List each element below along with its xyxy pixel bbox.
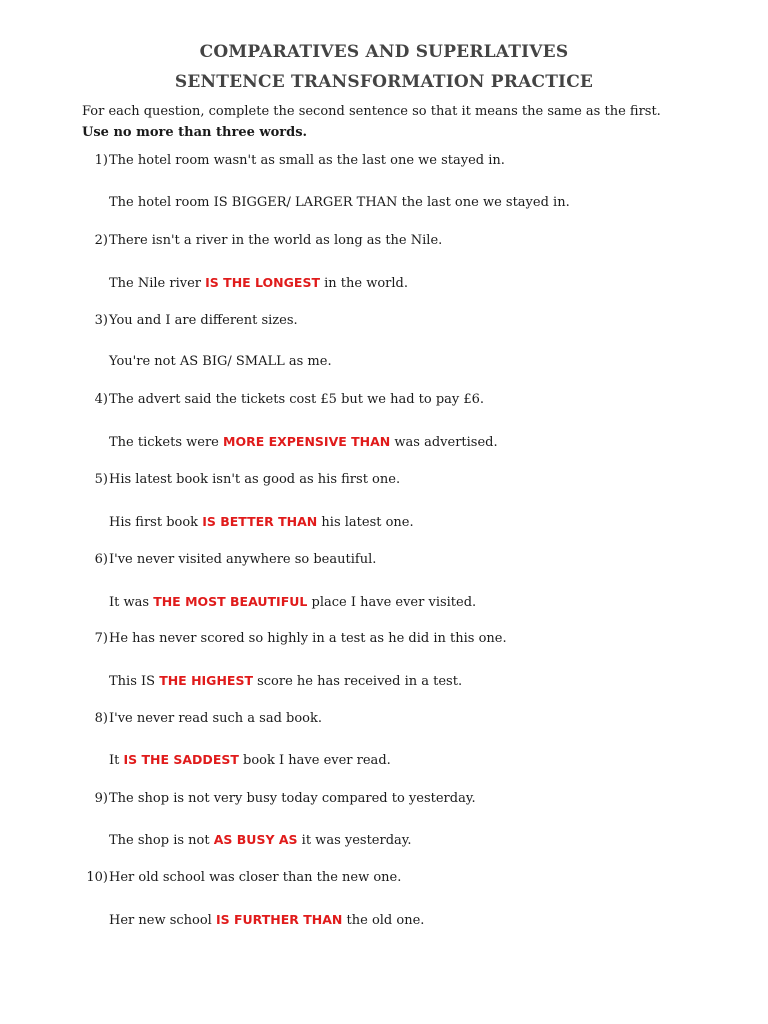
answer-before: The Nile river (109, 276, 202, 291)
answer-9 (109, 832, 412, 848)
answer-text: IS THE LONGEST (205, 275, 320, 290)
answer-before: You're not (109, 354, 176, 369)
answer-text: MORE EXPENSIVE THAN (223, 434, 391, 449)
question-prompt: Her old school was closer than the new one. (109, 870, 402, 885)
answer-after: place I have ever visited. (311, 595, 477, 610)
question-number: 2) (94, 233, 108, 248)
answer-8 (109, 752, 391, 768)
question-number: 3) (94, 313, 108, 328)
question-number: 5) (94, 472, 108, 487)
answer-after: as me. (288, 354, 332, 369)
answer-text: AS BIG/ SMALL (179, 354, 285, 369)
question-prompt: I've never read such a sad book. (109, 711, 323, 726)
answer-text: IS BETTER THAN (202, 514, 318, 529)
answer-1 (109, 195, 570, 210)
question-number: 4) (94, 392, 108, 407)
question-7 (82, 631, 702, 646)
question-number: 7) (94, 631, 108, 646)
question-prompt: His latest book isn't as good as his first one. (109, 472, 401, 487)
question-10 (82, 870, 702, 885)
answer-3 (109, 354, 332, 369)
answer-before: It was (109, 595, 150, 610)
question-1 (82, 153, 702, 168)
answer-after: his latest one. (321, 515, 414, 530)
answer-before: The shop is not (109, 833, 210, 848)
answer-10 (109, 912, 424, 928)
answer-text: IS BIGGER/ LARGER THAN (213, 195, 398, 210)
answer-after: it was yesterday. (301, 833, 412, 848)
question-6 (82, 552, 702, 567)
question-number: 6) (94, 552, 108, 567)
answer-before: Her new school (109, 913, 212, 928)
question-8 (82, 711, 702, 726)
answer-7 (109, 673, 462, 689)
answer-text: AS BUSY AS (213, 832, 298, 847)
page-title: COMPARATIVES AND SUPERLATIVES (199, 42, 569, 62)
answer-before: His first book (109, 515, 199, 530)
answer-5 (109, 514, 414, 530)
question-9 (82, 791, 702, 806)
answer-after: score he has received in a test. (257, 674, 463, 689)
answer-before: This IS (109, 674, 156, 689)
answer-after: was advertised. (394, 435, 498, 450)
answer-after: the last one we stayed in. (401, 195, 570, 210)
answer-text: IS FURTHER THAN (215, 912, 343, 927)
question-prompt: The advert said the tickets cost £5 but we had to pay £6. (109, 392, 485, 407)
question-4 (82, 392, 702, 407)
answer-before: It (109, 753, 120, 768)
instructions (82, 101, 692, 143)
question-prompt: The hotel room wasn't as small as the last one we stayed in. (109, 153, 505, 168)
instructions-bold: Use no more than three words. (82, 125, 308, 140)
answer-after: the old one. (346, 913, 425, 928)
answer-text: THE MOST BEAUTIFUL (153, 594, 308, 609)
question-prompt: There isn't a river in the world as long as the Nile. (109, 233, 443, 248)
question-prompt: You and I are different sizes. (109, 313, 298, 328)
question-number: 9) (94, 791, 108, 806)
question-prompt: He has never scored so highly in a test as he did in this one. (109, 631, 507, 646)
instructions-text: For each question, complete the second sentence so that it means the same as the first. (82, 104, 661, 119)
answer-6 (109, 594, 476, 610)
question-prompt: I've never visited anywhere so beautiful. (109, 552, 377, 567)
answer-after: in the world. (324, 276, 408, 291)
answer-text: THE HIGHEST (159, 673, 253, 688)
question-number: 10) (86, 870, 108, 885)
question-prompt: The shop is not very busy today compared to yesterday. (109, 791, 476, 806)
answer-after: book I have ever read. (243, 753, 391, 768)
answer-before: The tickets were (109, 435, 219, 450)
answer-text: IS THE SADDEST (123, 752, 239, 767)
page-subtitle: SENTENCE TRANSFORMATION PRACTICE (174, 72, 594, 92)
answer-4 (109, 434, 498, 450)
answer-before: The hotel room (109, 195, 210, 210)
question-number: 8) (94, 711, 108, 726)
question-2 (82, 233, 702, 248)
question-number: 1) (94, 153, 108, 168)
answer-2 (109, 275, 408, 291)
question-3 (82, 313, 702, 328)
question-5 (82, 472, 702, 487)
